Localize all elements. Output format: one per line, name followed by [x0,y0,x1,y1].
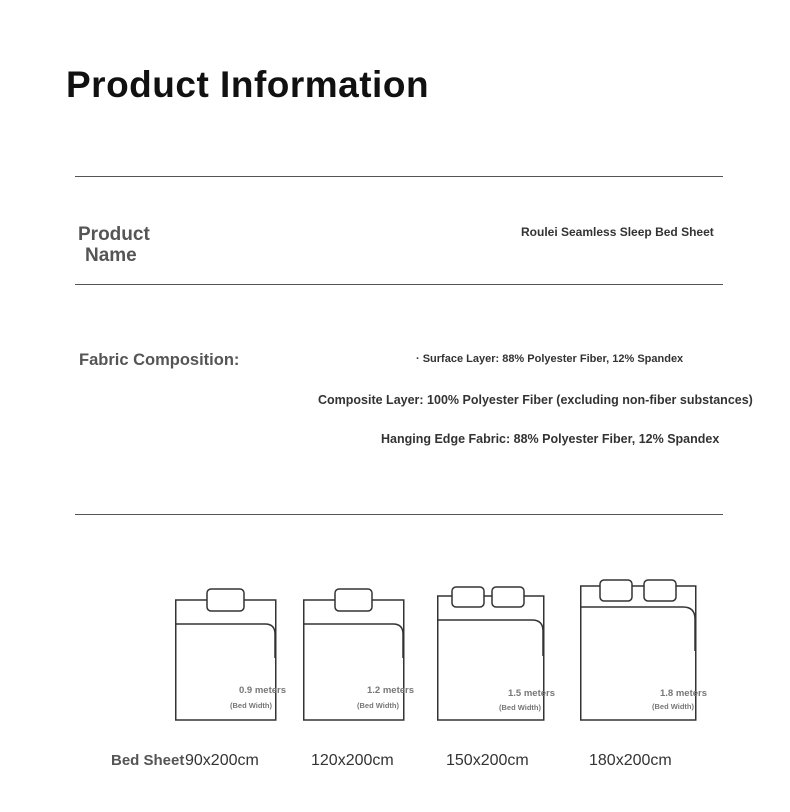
bed-size-180: 180x200cm [589,752,672,769]
fabric-composition-label: Fabric Composition: [79,351,240,369]
product-name-label-line1: Product [78,224,150,245]
bed-width-label: 1.2 meters [367,685,415,696]
bed-width-sublabel: (Bed Width) [499,703,542,712]
bed-width-sublabel: (Bed Width) [230,701,273,710]
divider [75,284,723,285]
bed-sheet-label: Bed Sheet [111,752,185,769]
bed-width-label: 0.9 meters [239,685,287,696]
product-name-value: Roulei Seamless Sleep Bed Sheet [521,225,714,239]
bed-outline-icon [437,586,545,721]
divider [75,514,723,515]
bed-width-sublabel: (Bed Width) [357,701,400,710]
fabric-surface-layer: · Surface Layer: 88% Polyester Fiber, 12% Spandex [416,353,684,365]
bed-width-label: 1.5 meters [508,688,556,699]
product-name-label [78,224,150,266]
fabric-composite-layer: Composite Layer: 100% Polyester Fiber (excluding non-fiber substances) [318,393,753,407]
divider [75,176,723,177]
bed-width-sublabel: (Bed Width) [652,702,695,711]
bed-size-150: 150x200cm [446,752,529,769]
fabric-hanging-edge: Hanging Edge Fabric: 88% Polyester Fiber, 12% Spandex [381,432,720,446]
bed-size-90: 90x200cm [185,752,259,769]
bed-width-label: 1.8 meters [660,688,708,699]
bed-size-120: 120x200cm [311,752,394,769]
bed-outline-icon [580,579,697,721]
product-name-label-line2: Name [85,245,137,266]
page-title: Product Information [66,64,430,105]
